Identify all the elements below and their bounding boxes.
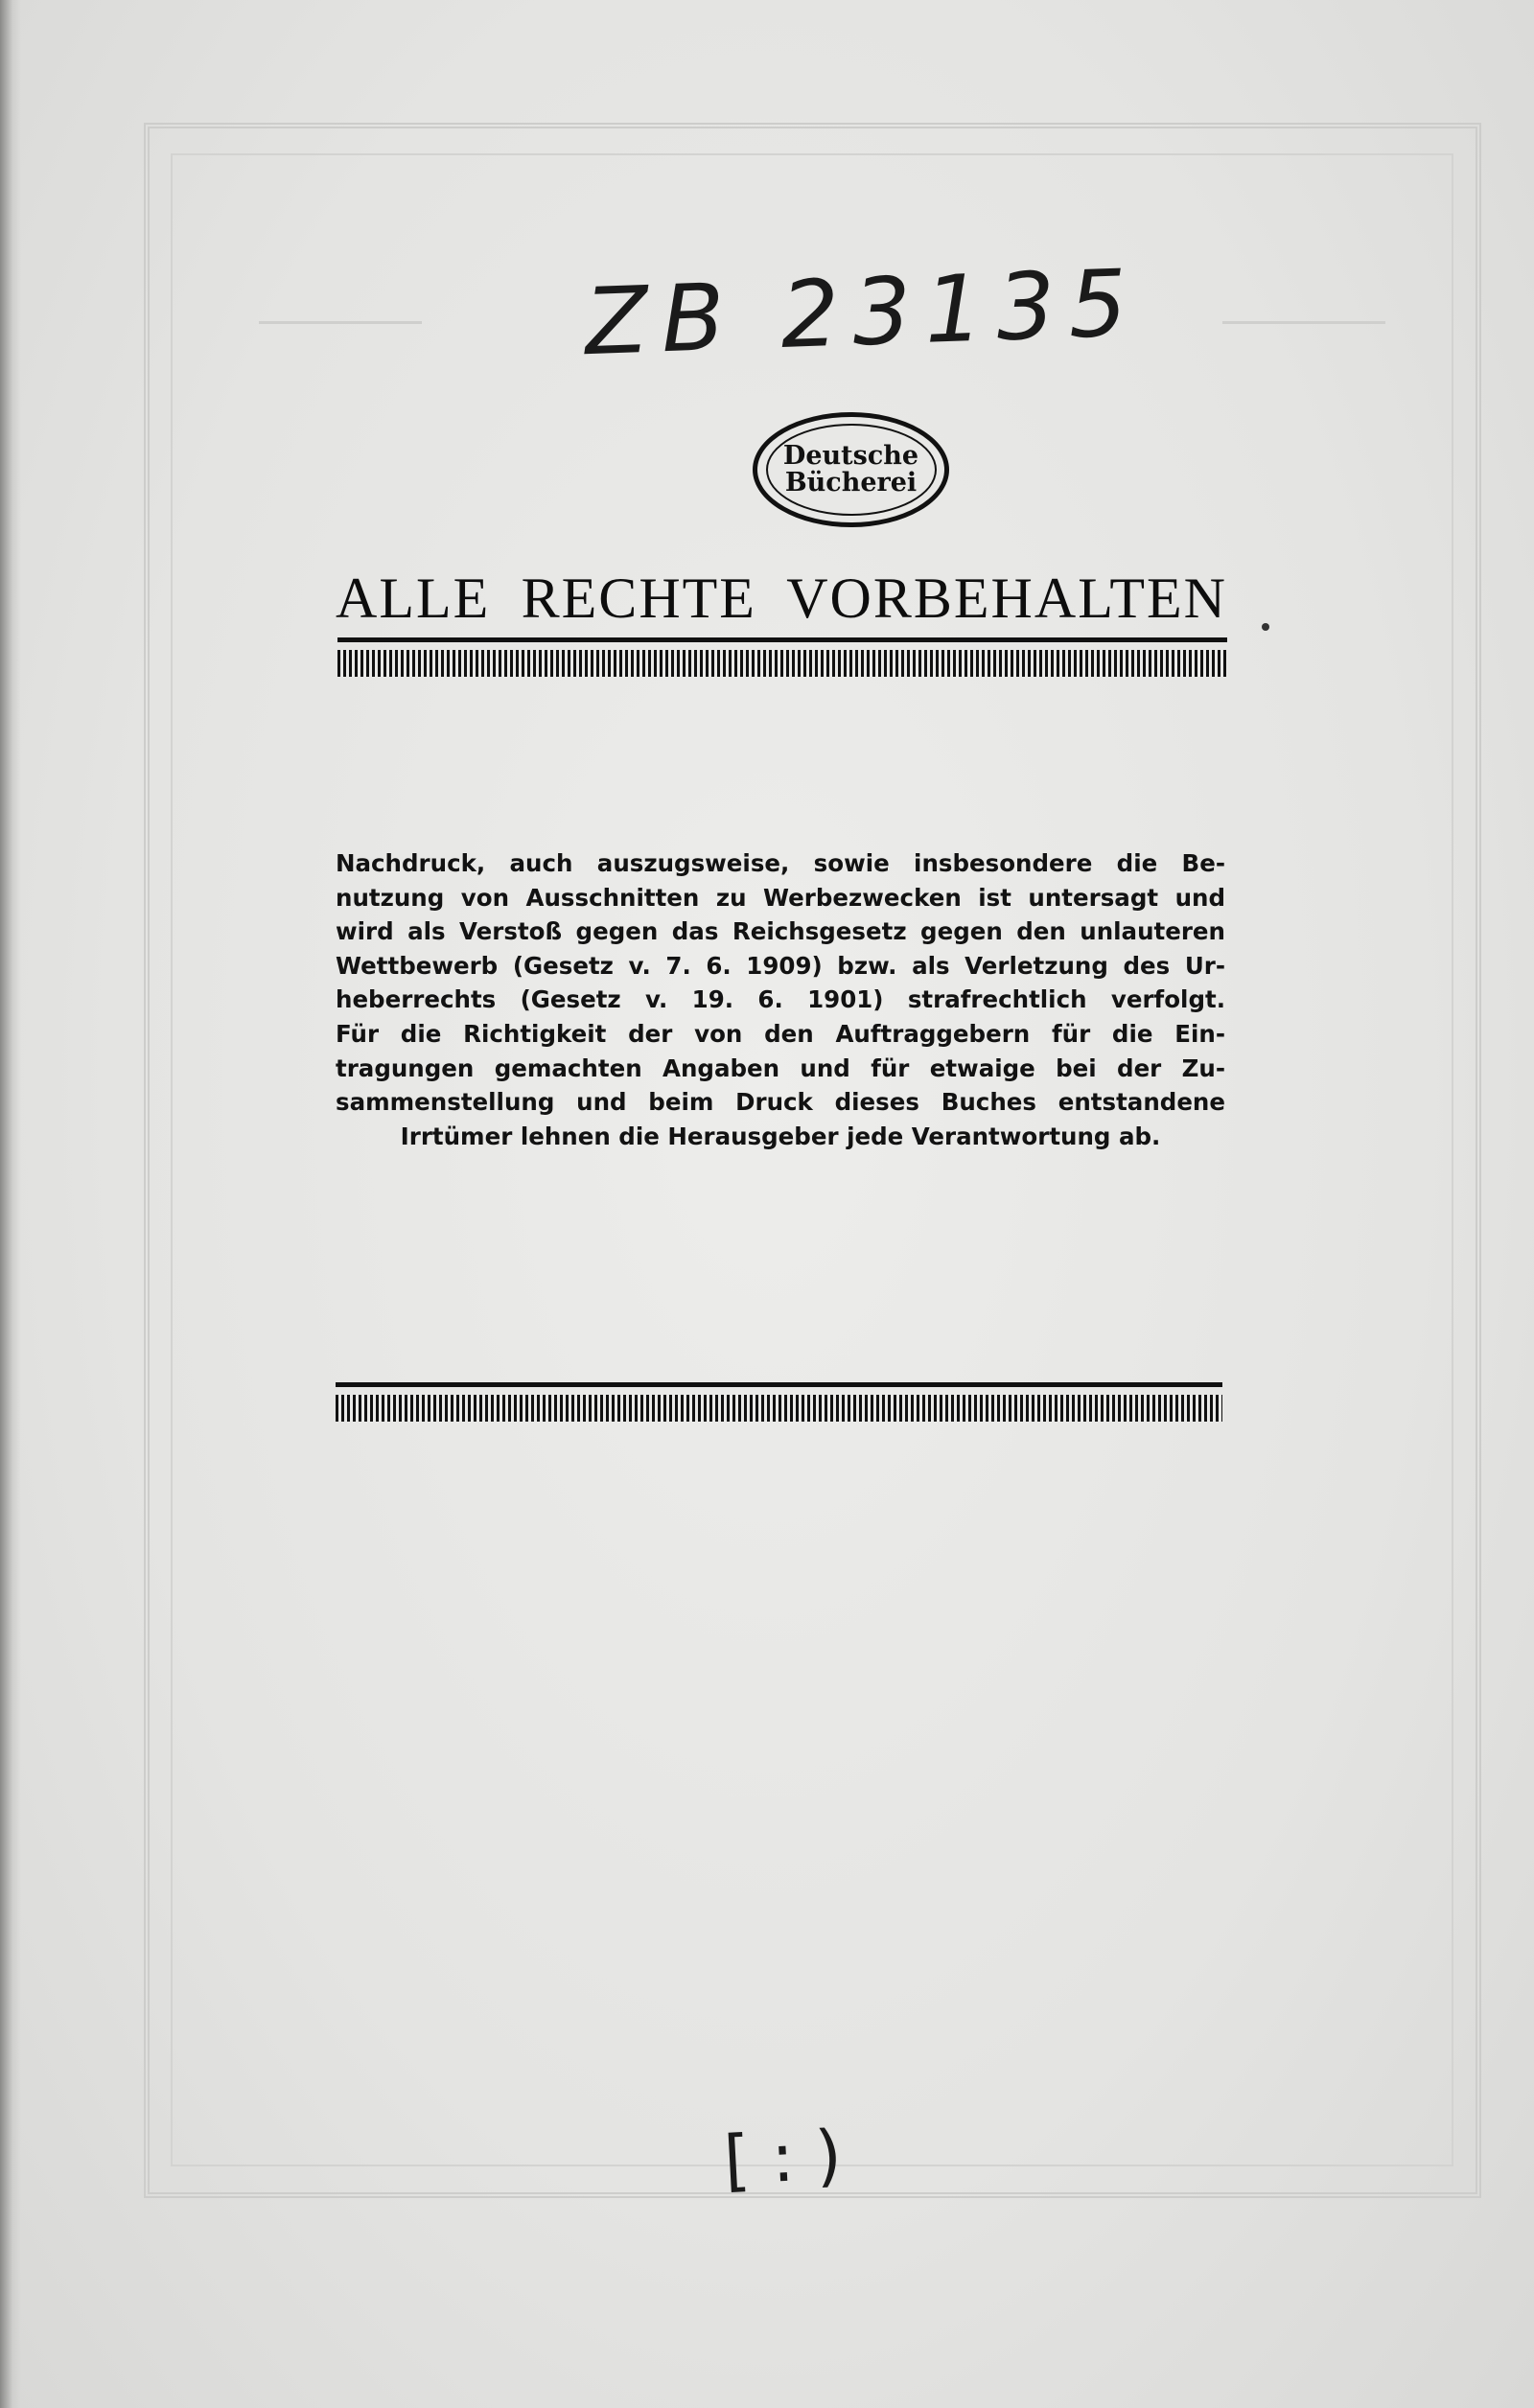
notice-line: nutzung von Ausschnitten zu Werbezwecken ist untersagt und xyxy=(336,883,1225,912)
notice-line: wird als Verstoß gegen das Reichsgesetz gegen den unlauteren xyxy=(336,917,1225,946)
notice-line: Für die Richtigkeit der von den Auftraggebern für die Ein- xyxy=(336,1019,1225,1048)
handwritten-bracket-mark: [ : ) xyxy=(721,2115,844,2201)
stamp-text-line2: Bücherei xyxy=(784,468,918,498)
handwritten-catalog-number: ZB 23135 xyxy=(583,248,1143,377)
page-edge-shadow xyxy=(0,0,21,2408)
ink-dot xyxy=(1262,623,1269,631)
library-stamp xyxy=(753,412,949,527)
page-title: ALLE RECHTE VORBEHALTEN xyxy=(336,567,1227,630)
notice-line: Irrtümer lehnen die Herausgeber jede Verantwortung ab. xyxy=(400,1122,1161,1150)
rights-notice-text xyxy=(336,846,1225,1153)
bleed-through-rule-right xyxy=(1222,321,1385,324)
top-rule-line xyxy=(337,637,1227,642)
notice-line: Nachdruck, auch auszugsweise, sowie insbesondere die Be- xyxy=(336,849,1225,877)
bottom-rule-line xyxy=(336,1382,1222,1387)
top-hatched-rule xyxy=(337,650,1227,677)
bleed-through-rule-left xyxy=(259,321,422,324)
notice-line: Wettbewerb (Gesetz v. 7. 6. 1909) bzw. als Verletzung des Ur- xyxy=(336,951,1225,980)
notice-line: sammenstellung und beim Druck dieses Buches entstandene xyxy=(336,1088,1225,1117)
library-stamp-inner-ring xyxy=(766,424,937,516)
stamp-text-line1: Deutsche xyxy=(782,440,919,471)
notice-line: tragungen gemachten Angaben und für etwaige bei der Zu- xyxy=(336,1054,1225,1082)
notice-line: heberrechts (Gesetz v. 19. 6. 1901) strafrechtlich verfolgt. xyxy=(336,985,1225,1014)
bottom-hatched-rule xyxy=(336,1395,1222,1422)
